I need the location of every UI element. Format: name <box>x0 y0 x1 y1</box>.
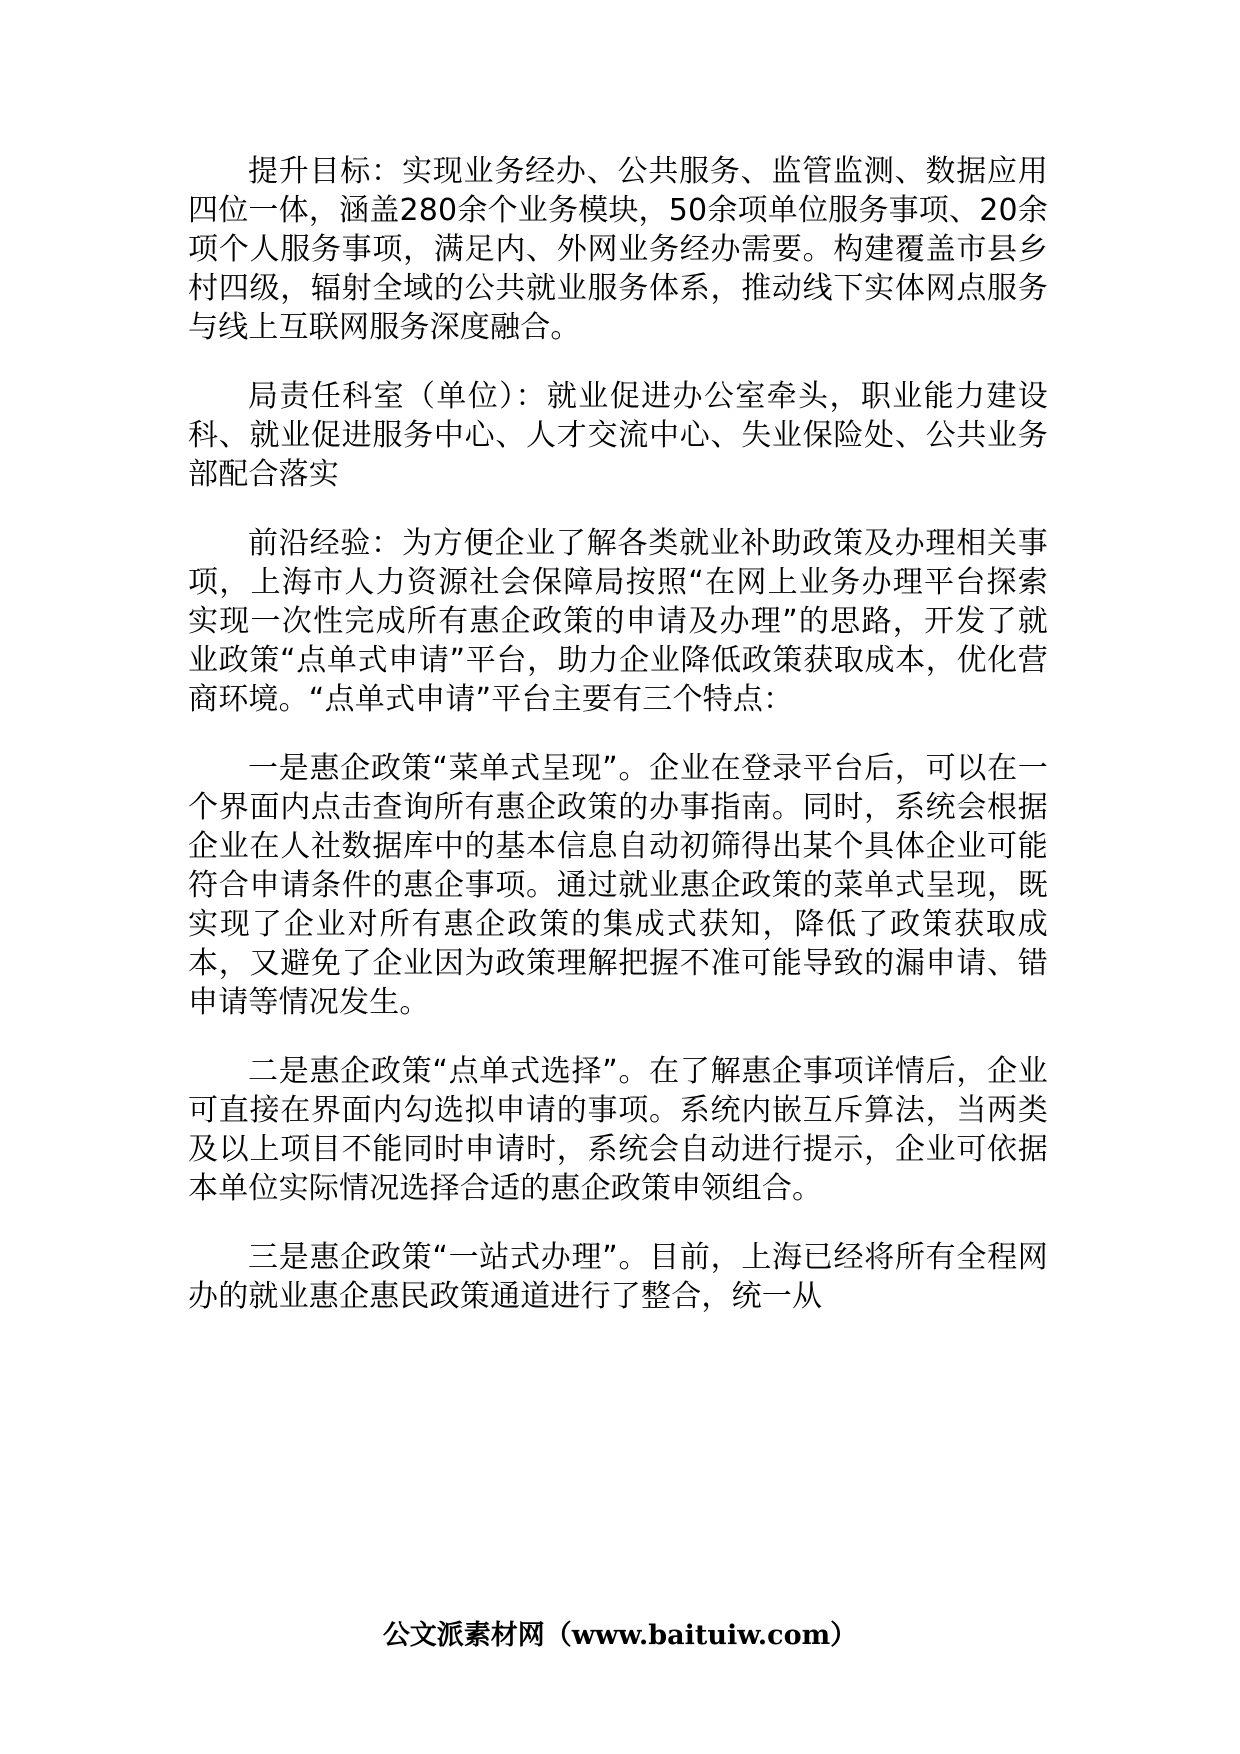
footer-watermark: 公文派素材网（www.baituiw.com） <box>382 1620 858 1651</box>
paragraph-frontier-experience: 前沿经验：为方便企业了解各类就业补助政策及办理相关事项，上海市人力资源社会保障局按照“在网上业务办理平台探索实现一次性完成所有惠企政策的申请及办理”的思路，开发了就业政策“点单式申请”平台，助力企业降低政策获取成本，优化营商环境。“点单式申请”平台主要有三个特点： <box>188 526 1048 717</box>
paragraph-goal: 提升目标：实现业务经办、公共服务、监管监测、数据应用四位一体，涵盖280余个业务模块，50余项单位服务事项、20余项个人服务事项，满足内、外网业务经办需要。构建覆盖市县乡村四级，辐射全域的公共就业服务体系，推动线下实体网点服务与线上互联网服务深度融合。 <box>188 154 1048 345</box>
paragraph-feature-one: 一是惠企政策“菜单式呈现”。企业在登录平台后，可以在一个界面内点击查询所有惠企政策的办事指南。同时，系统会根据企业在人社数据库中的基本信息自动初筛得出某个具体企业可能符合申请条件的惠企事项。通过就业惠企政策的菜单式呈现，既实现了企业对所有惠企政策的集成式获知，降低了政策获取成本，又避免了企业因为政策理解把握不准可能导致的漏申请、错申请等情况发生。 <box>188 751 1048 1020</box>
paragraph-responsible-office: 局责任科室（单位）：就业促进办公室牵头，职业能力建设科、就业促进服务中心、人才交流中心、失业保险处、公共业务部配合落实 <box>188 379 1048 492</box>
paragraph-feature-two: 二是惠企政策“点单式选择”。在了解惠企事项详情后，企业可直接在界面内勾选拟申请的事项。系统内嵌互斥算法，当两类及以上项目不能同时申请时，系统会自动进行提示，企业可依据本单位实际情况选择合适的惠企政策申领组合。 <box>188 1054 1048 1206</box>
document-body <box>188 152 1048 1346</box>
paragraph-feature-three: 三是惠企政策“一站式办理”。目前，上海已经将所有全程网办的就业惠企惠民政策通道进行了整合，统一从 <box>188 1240 1048 1314</box>
